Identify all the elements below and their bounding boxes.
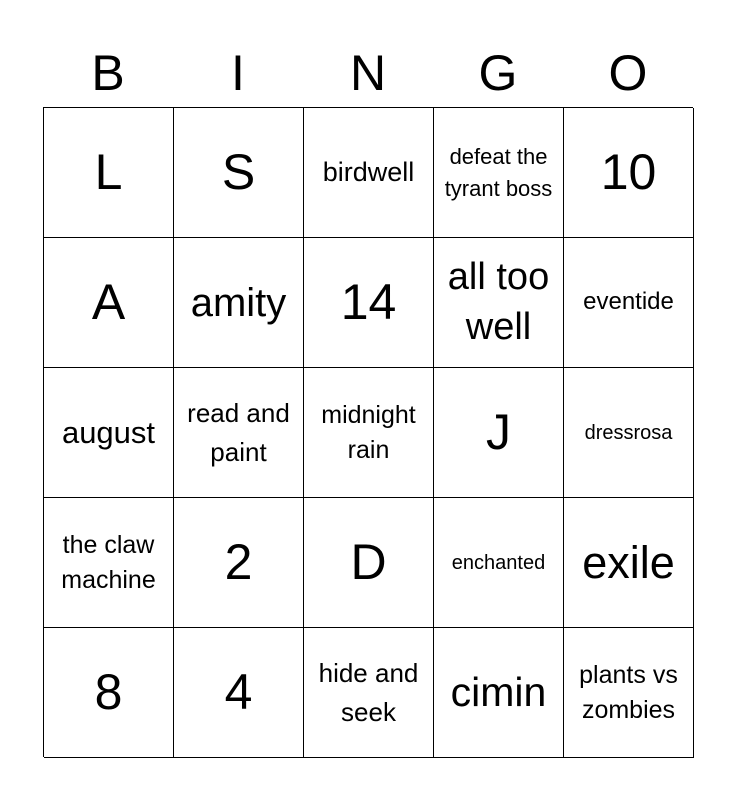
bingo-header <box>43 40 693 106</box>
cell-text: enchanted <box>451 551 546 574</box>
header-letter-o: O <box>608 45 648 101</box>
cell-text: dressrosa <box>584 421 673 444</box>
cell-text: exile <box>582 536 675 588</box>
bingo-cell[interactable] <box>44 628 174 758</box>
bingo-cell[interactable] <box>564 108 694 238</box>
cell-text: the claw machine <box>61 530 156 594</box>
cell-text: birdwell <box>322 157 415 188</box>
bingo-cell[interactable] <box>174 368 304 498</box>
bingo-cell[interactable] <box>564 368 694 498</box>
cell-text: hide and seek <box>318 657 419 727</box>
bingo-cell[interactable] <box>564 498 694 628</box>
bingo-board <box>43 107 693 757</box>
cell-text: read and paint <box>187 397 290 467</box>
bingo-cell[interactable] <box>564 628 694 758</box>
bingo-cell[interactable] <box>174 108 304 238</box>
header-letter-n: N <box>349 45 387 101</box>
cell-text: 4 <box>224 664 253 721</box>
header-letter-g: G <box>478 45 518 101</box>
cell-text: eventide <box>583 288 674 316</box>
cell-text: cimin <box>450 668 547 715</box>
bingo-cell[interactable] <box>434 628 564 758</box>
cell-text: 14 <box>340 274 397 331</box>
bingo-cell[interactable] <box>44 498 174 628</box>
bingo-cell[interactable] <box>44 368 174 498</box>
bingo-cell[interactable] <box>304 238 434 368</box>
bingo-cell[interactable] <box>564 238 694 368</box>
bingo-cell[interactable] <box>174 628 304 758</box>
header-letter-b: B <box>91 45 125 101</box>
cell-text: S <box>221 144 256 201</box>
bingo-cell[interactable] <box>174 498 304 628</box>
cell-text: 8 <box>94 664 123 721</box>
bingo-cell[interactable] <box>304 628 434 758</box>
cell-text: 2 <box>224 534 253 591</box>
bingo-cell[interactable] <box>44 108 174 238</box>
cell-text: 10 <box>600 144 657 201</box>
cell-text: august <box>61 414 156 450</box>
cell-text: defeat the tyrant boss <box>444 143 553 201</box>
bingo-cell[interactable] <box>434 238 564 368</box>
cell-text: amity <box>190 280 287 325</box>
cell-text: D <box>350 534 387 591</box>
cell-text: J <box>486 404 511 461</box>
bingo-cell[interactable] <box>304 368 434 498</box>
bingo-cell[interactable] <box>434 108 564 238</box>
cell-text: plants vs zombies <box>579 660 678 724</box>
cell-text: midnight rain <box>321 400 416 464</box>
bingo-cell[interactable] <box>434 498 564 628</box>
cell-text: L <box>94 144 123 201</box>
bingo-cell[interactable] <box>174 238 304 368</box>
cell-text: A <box>91 274 126 331</box>
bingo-cell[interactable] <box>304 108 434 238</box>
cell-text: all too well <box>447 256 550 348</box>
header-letter-i: I <box>231 45 245 101</box>
bingo-cell[interactable] <box>434 368 564 498</box>
bingo-cell[interactable] <box>44 238 174 368</box>
bingo-cell[interactable] <box>304 498 434 628</box>
